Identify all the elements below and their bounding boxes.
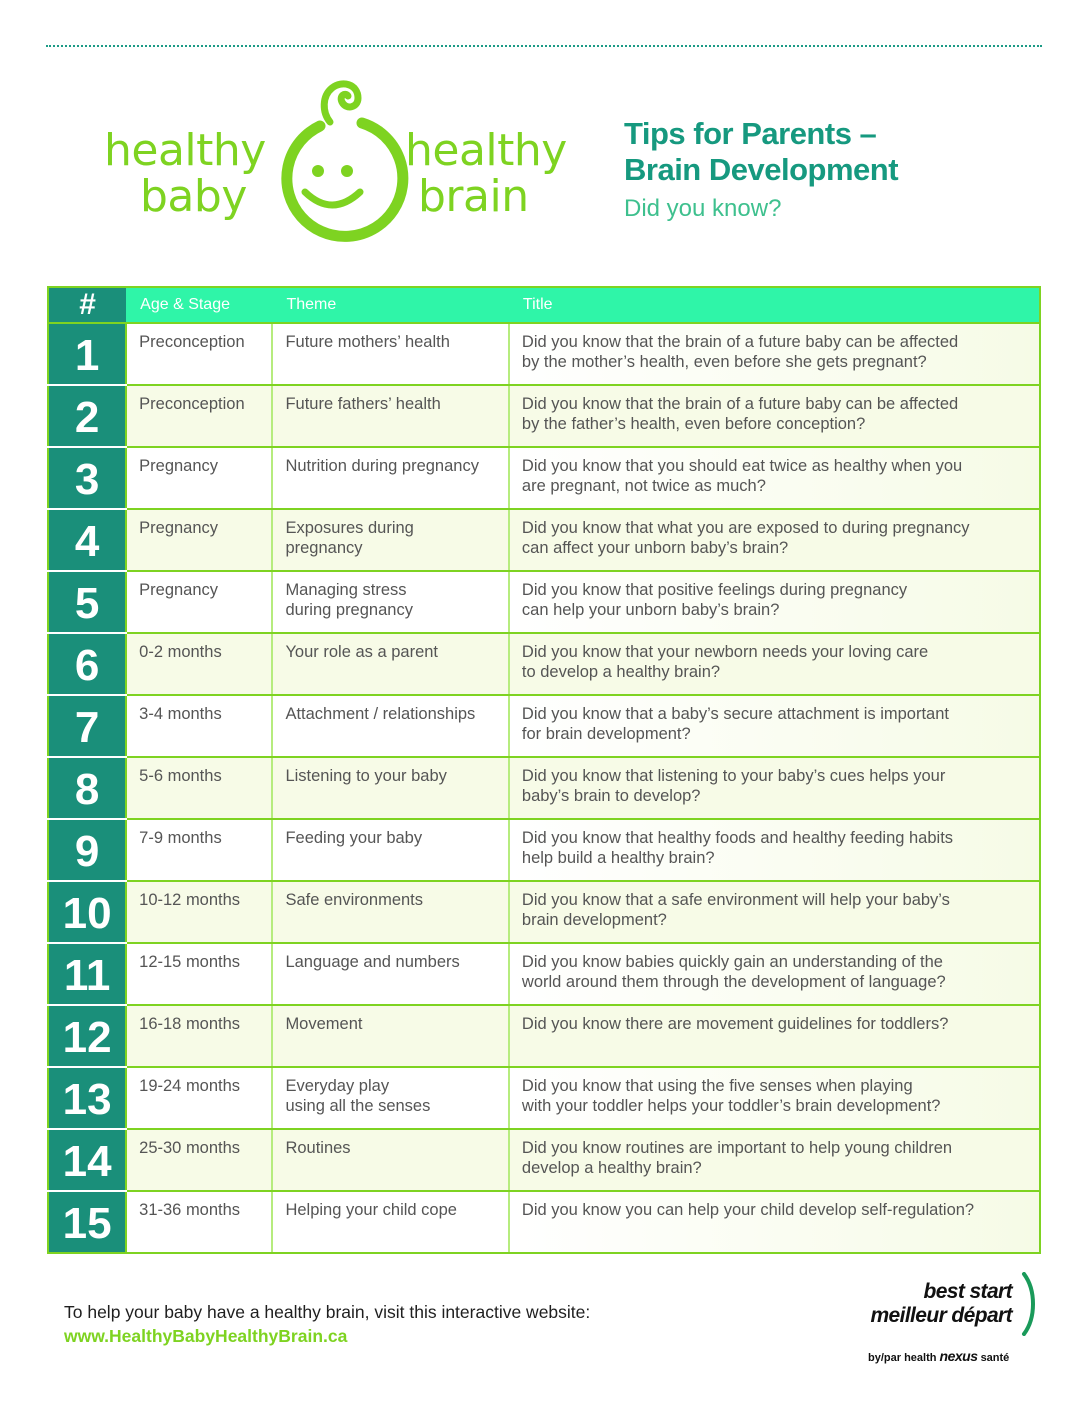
title-line: Did you know that using the five senses when playing [521,1077,913,1095]
header-theme: Theme [272,287,508,323]
theme-line: Feeding your baby [285,829,423,847]
title-line: Did you know routines are important to help young children [521,1139,953,1157]
title-line: Did you know that your newborn needs your loving care [521,643,929,661]
title-line: can affect your unborn baby’s brain? [521,539,789,557]
theme-line: Movement [285,1015,363,1033]
row-number: 14 [48,1129,126,1191]
title-line: Did you know that the brain of a future baby can be affected [521,395,959,413]
theme-cell [272,1191,508,1253]
table-header-row [48,287,1040,323]
row-number: 5 [48,571,126,633]
theme-cell [272,1005,508,1067]
table-row [48,571,1040,633]
nexus-wordmark: nexus [939,1348,978,1364]
row-number: 1 [48,323,126,385]
title-line: world around them through the development of language? [521,973,946,991]
tips-table [47,286,1041,1254]
title-cell [509,633,1040,695]
age-stage-cell: 31-36 months [126,1191,272,1253]
title-line: by the father’s health, even before conception? [521,415,866,433]
theme-line: Exposures during [285,519,414,537]
row-number: 7 [48,695,126,757]
table-row [48,1129,1040,1191]
age-stage-cell: 3-4 months [126,695,272,757]
title-line: Did you know that a safe environment will help your baby’s [521,891,950,909]
title-line: Did you know that positive feelings during pregnancy [521,581,908,599]
title-cell [509,323,1040,385]
logo-word-healthy-left: healthy [104,125,266,176]
age-stage-cell: Preconception [126,385,272,447]
title-line: Did you know that listening to your baby’s cues helps your [521,767,946,785]
theme-line: Listening to your baby [285,767,447,785]
healthy-baby-healthy-brain-logo [100,78,580,248]
table-row [48,1067,1040,1129]
credit-suffix: santé [980,1352,1010,1364]
header-title: Title [509,287,1040,323]
theme-line: Routines [285,1139,351,1157]
table-row [48,943,1040,1005]
best-start-logo [862,1268,1042,1378]
theme-line: Your role as a parent [285,643,439,661]
theme-line: Attachment / relationships [285,705,476,723]
title-cell [509,571,1040,633]
title-cell [509,1067,1040,1129]
heading-title-line2: Brain Development [624,152,899,187]
header-age-stage: Age & Stage [126,287,272,323]
heading-title-line1: Tips for Parents – [624,116,877,151]
age-stage-cell: 7-9 months [126,819,272,881]
table-row [48,695,1040,757]
table-row [48,881,1040,943]
row-number: 10 [48,881,126,943]
table-row [48,385,1040,447]
smiley-baby-icon [270,78,410,248]
title-line: for brain development? [521,725,691,743]
theme-line: Future mothers’ health [285,333,450,351]
logo-word-baby: baby [140,171,247,222]
row-number: 11 [48,943,126,1005]
row-number: 13 [48,1067,126,1129]
title-line: Did you know that a baby’s secure attachment is important [521,705,949,723]
title-cell [509,757,1040,819]
theme-cell [272,695,508,757]
credit-prefix: by/par health [868,1352,937,1364]
table-row [48,1005,1040,1067]
theme-line: Nutrition during pregnancy [285,457,479,475]
table-row [48,633,1040,695]
table-row [48,757,1040,819]
theme-cell [272,757,508,819]
table-body [48,323,1040,1253]
theme-line: Managing stress [285,581,407,599]
title-line: by the mother’s health, even before she gets pregnant? [521,353,927,371]
age-stage-cell: 16-18 months [126,1005,272,1067]
theme-line: using all the senses [285,1097,431,1115]
theme-line: Future fathers’ health [285,395,441,413]
title-line: to develop a healthy brain? [521,663,721,681]
table-row [48,819,1040,881]
title-line: Did you know you can help your child develop self-regulation? [521,1201,975,1219]
title-cell [509,1191,1040,1253]
tips-table-wrapper [47,286,1041,1254]
logo-word-healthy-right: healthy [405,125,567,176]
theme-cell [272,819,508,881]
website-link[interactable]: www.HealthyBabyHealthyBrain.ca [64,1326,348,1346]
row-number: 9 [48,819,126,881]
row-number: 4 [48,509,126,571]
title-line: Did you know that healthy foods and healthy feeding habits [521,829,954,847]
theme-line: Helping your child cope [285,1201,457,1219]
title-line: with your toddler helps your toddler’s brain development? [521,1097,941,1115]
title-line: Did you know that what you are exposed to during pregnancy [521,519,970,537]
title-cell [509,509,1040,571]
title-cell [509,943,1040,1005]
parenthesis-icon [1020,1272,1038,1336]
table-row [48,1191,1040,1253]
row-number: 3 [48,447,126,509]
footer-text: To help your baby have a healthy brain, visit this interactive website: [64,1302,591,1322]
theme-cell [272,509,508,571]
title-cell [509,881,1040,943]
age-stage-cell: 5-6 months [126,757,272,819]
title-line: can help your unborn baby’s brain? [521,601,780,619]
age-stage-cell: Preconception [126,323,272,385]
title-line: are pregnant, not twice as much? [521,477,766,495]
age-stage-cell: 0-2 months [126,633,272,695]
age-stage-cell: Pregnancy [126,509,272,571]
title-cell [509,819,1040,881]
logo-word-brain: brain [418,171,529,222]
title-line: brain development? [521,911,667,929]
table-row [48,509,1040,571]
theme-line: Language and numbers [285,953,460,971]
row-number: 6 [48,633,126,695]
title-cell [509,695,1040,757]
title-line: Did you know that you should eat twice as healthy when you [521,457,963,475]
row-number: 2 [48,385,126,447]
row-number: 15 [48,1191,126,1253]
theme-line: Safe environments [285,891,424,909]
page-heading [624,116,1044,224]
title-line: Did you know babies quickly gain an understanding of the [521,953,943,971]
title-cell [509,1129,1040,1191]
theme-cell [272,943,508,1005]
title-line: Did you know that the brain of a future baby can be affected [521,333,959,351]
theme-line: Everyday play [285,1077,390,1095]
top-dotted-rule [46,45,1042,47]
theme-cell [272,881,508,943]
theme-cell [272,447,508,509]
title-cell [509,385,1040,447]
row-number: 12 [48,1005,126,1067]
age-stage-cell: 12-15 months [126,943,272,1005]
table-row [48,447,1040,509]
age-stage-cell: 10-12 months [126,881,272,943]
title-line: Did you know there are movement guidelines for toddlers? [521,1015,949,1033]
title-line: baby’s brain to develop? [521,787,701,805]
table-row [48,323,1040,385]
best-start-line1: best start [923,1280,1012,1303]
theme-cell [272,385,508,447]
age-stage-cell: 19-24 months [126,1067,272,1129]
title-cell [509,447,1040,509]
title-cell [509,1005,1040,1067]
title-line: help build a healthy brain? [521,849,715,867]
age-stage-cell: Pregnancy [126,447,272,509]
age-stage-cell: 25-30 months [126,1129,272,1191]
heading-subtitle: Did you know? [624,195,782,222]
theme-cell [272,323,508,385]
best-start-line2: meilleur départ [870,1304,1012,1327]
header-number: # [48,287,126,323]
row-number: 8 [48,757,126,819]
health-nexus-credit [868,1348,1009,1364]
theme-line: pregnancy [285,539,363,557]
theme-line: during pregnancy [285,601,413,619]
theme-cell [272,571,508,633]
theme-cell [272,1067,508,1129]
age-stage-cell: Pregnancy [126,571,272,633]
theme-cell [272,1129,508,1191]
title-line: develop a healthy brain? [521,1159,702,1177]
theme-cell [272,633,508,695]
